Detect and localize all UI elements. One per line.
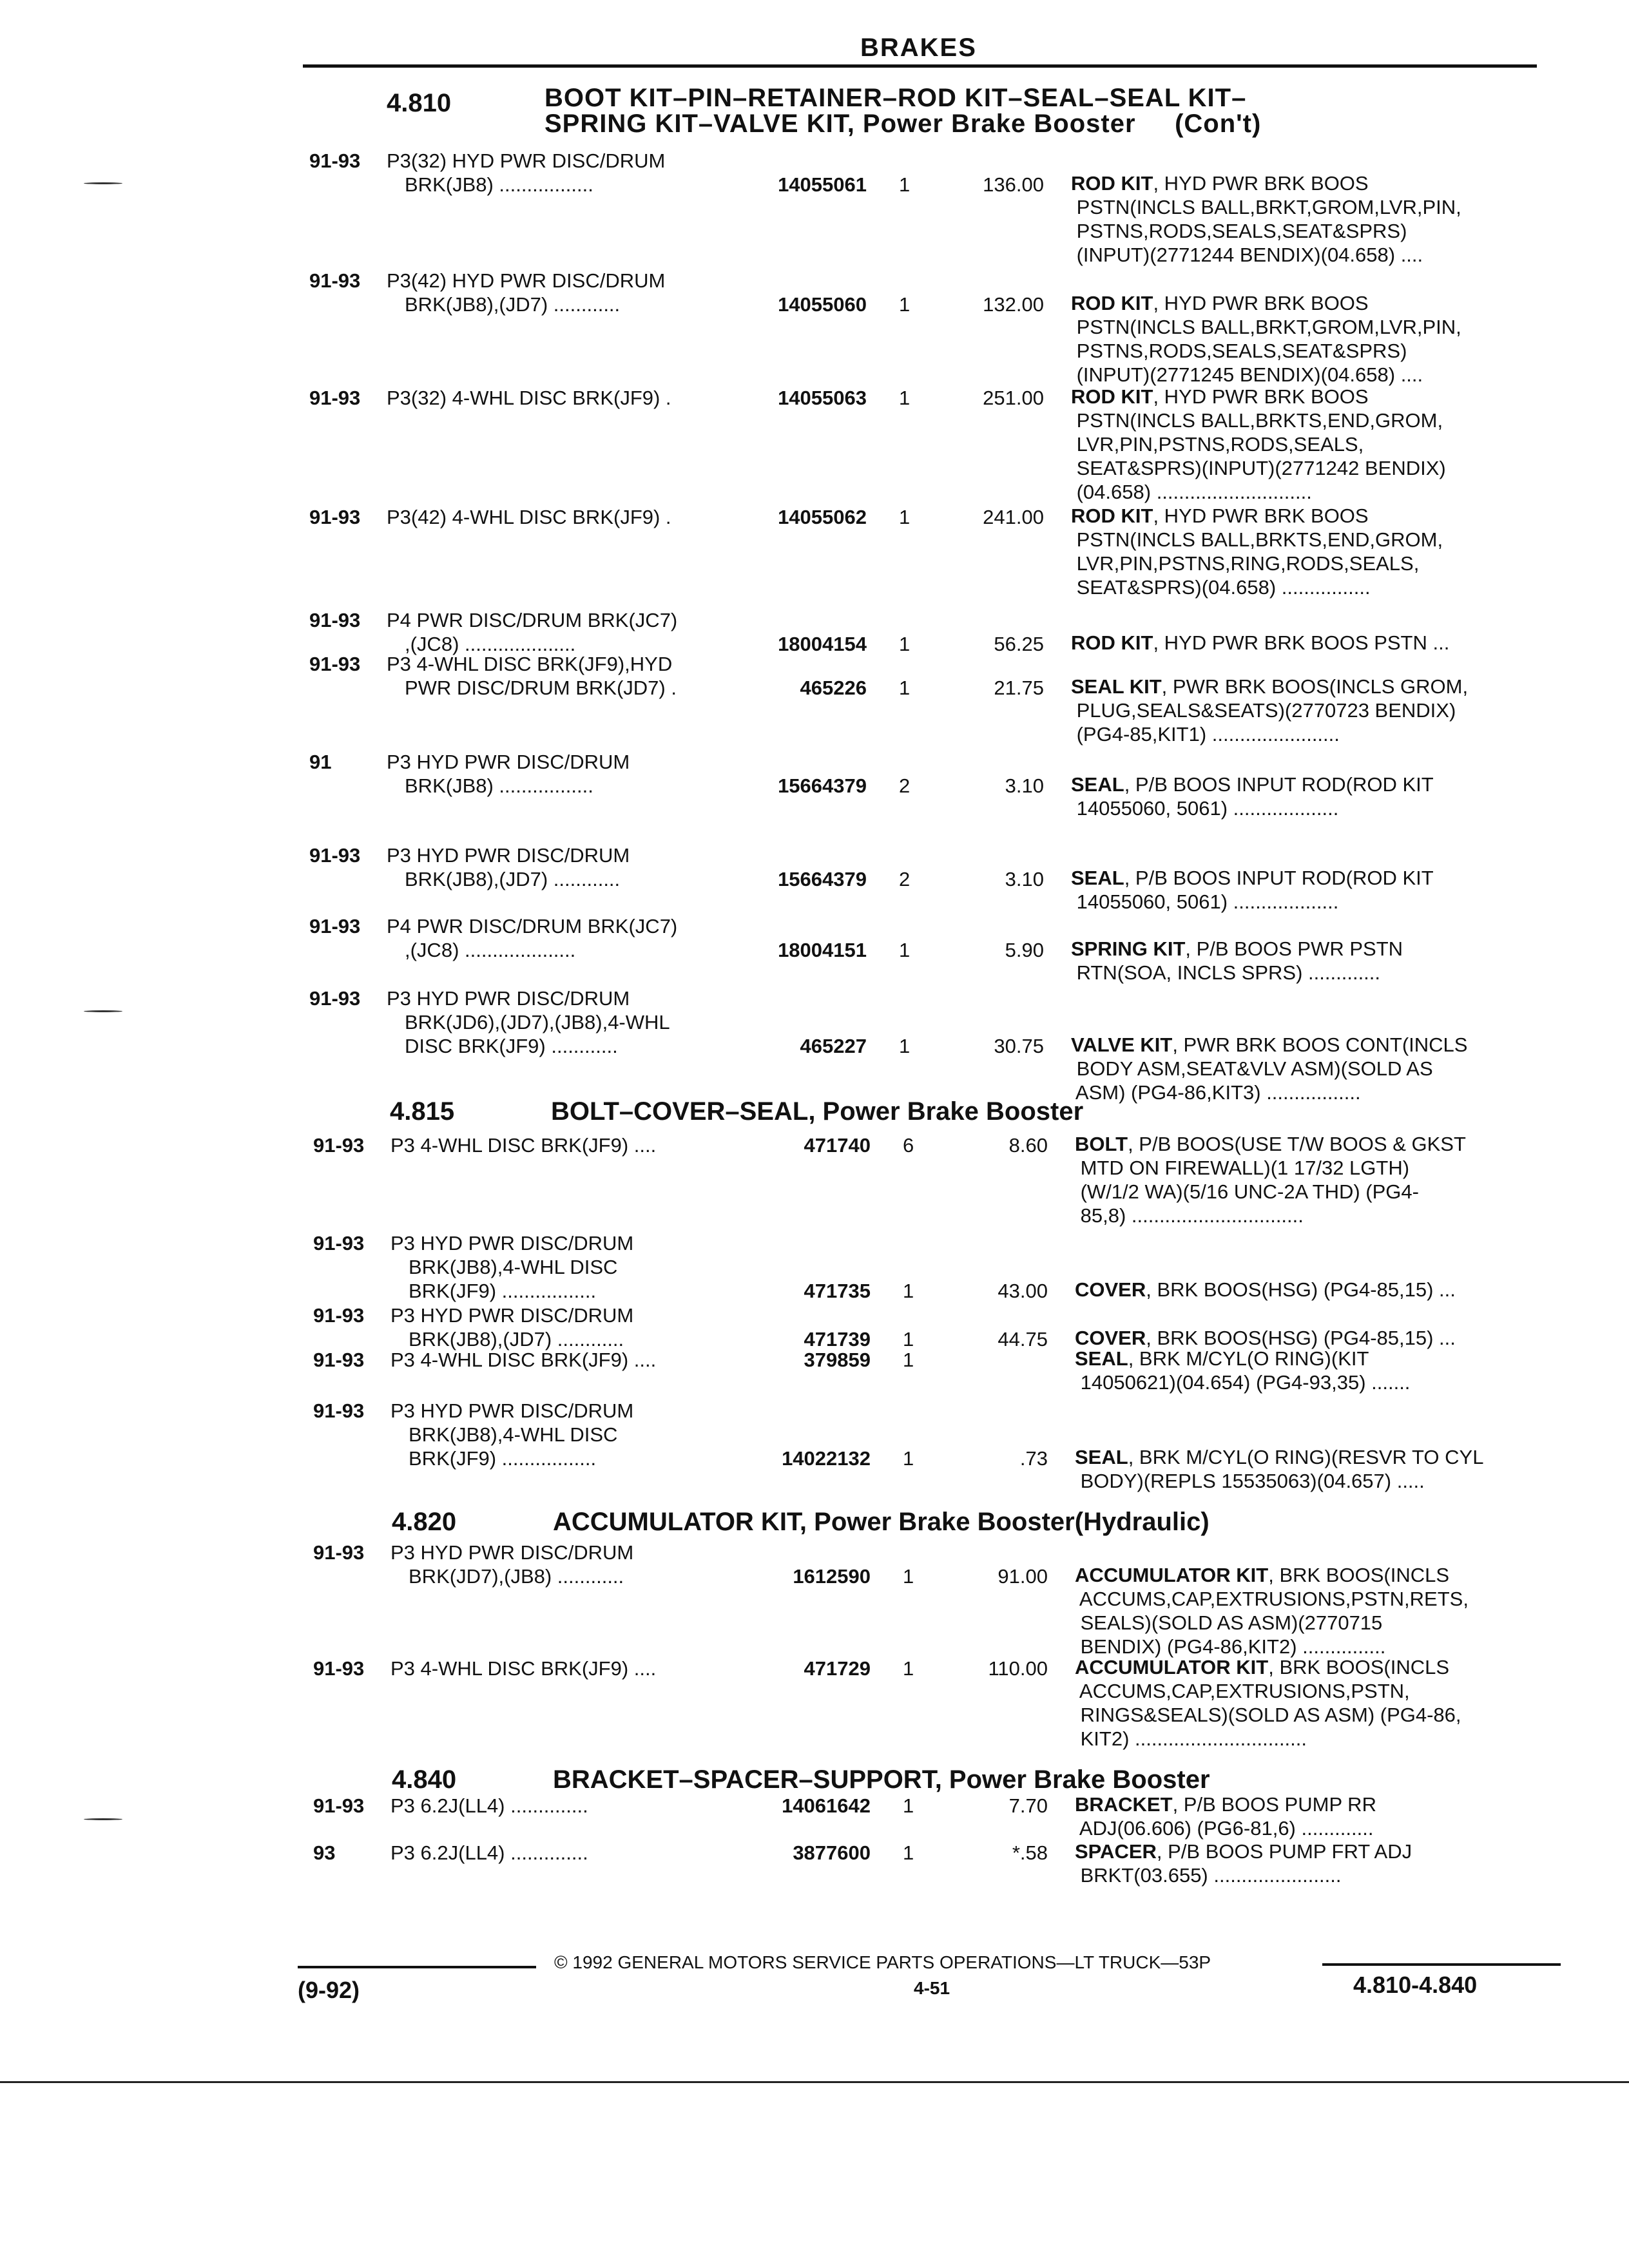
quantity: 2 <box>899 774 911 797</box>
part-detail: , BRK M/CYL(O RING)(KIT 14050621)(04.654) (PG4-93,35) ....... <box>1080 1347 1411 1394</box>
model-year: 91-93 <box>309 987 361 1010</box>
part-number: 15664379 <box>778 868 867 890</box>
price: 21.75 <box>994 677 1044 699</box>
model-year: 91-93 <box>313 1134 365 1157</box>
part-name: ROD KIT <box>1071 385 1153 408</box>
part-detail: , P/B BOOS(USE T/W BOOS & GKST MTD ON FIREWALL)(1 17/32 LGTH) (W/1/2 WA)(5/16 UNC-2A THD) (PG4- 85,8) ............................... <box>1080 1133 1466 1227</box>
part-detail: , HYD PWR BRK BOOS PSTN(INCLS BALL,BRKTS,END,GROM, LVR,PIN,PSTNS,RING,RODS,SEALS, SEAT&SPRS)(04.658) ................ <box>1076 505 1443 599</box>
section-number: 4.840 <box>392 1765 457 1794</box>
price: 251.00 <box>983 387 1044 409</box>
model-year: 91-93 <box>309 915 361 937</box>
model-year: 91-93 <box>313 1541 365 1564</box>
part-number: 14055062 <box>778 506 867 528</box>
application-line: DISC BRK(JF9) ............ <box>405 1035 618 1057</box>
part-detail: , HYD PWR BRK BOOS PSTN(INCLS BALL,BRKT,GROM,LVR,PIN, PSTNS,RODS,SEALS,SEAT&SPRS) (INPUT)(2771244 BENDIX)(04.658) .... <box>1076 172 1461 266</box>
model-year: 91-93 <box>309 844 361 867</box>
section-number: 4.810 <box>387 89 452 117</box>
price: 7.70 <box>1008 1794 1048 1817</box>
model-year: 91-93 <box>313 1304 365 1327</box>
application-line: P3 HYD PWR DISC/DRUM <box>390 1541 634 1564</box>
quantity: 1 <box>903 1565 914 1588</box>
quantity: 1 <box>899 506 911 528</box>
application-line: BRK(JD6),(JD7),(JB8),4-WHL <box>405 1011 670 1033</box>
price: 44.75 <box>998 1328 1048 1350</box>
application-line: P3(42) 4-WHL DISC BRK(JF9) . <box>387 506 671 528</box>
model-year: 91-93 <box>313 1794 365 1817</box>
model-year: 93 <box>313 1841 336 1864</box>
part-description <box>1075 1278 1456 1302</box>
application-line: P4 PWR DISC/DRUM BRK(JC7) <box>387 915 678 937</box>
bottom-rule <box>0 2081 1629 2083</box>
part-detail: , HYD PWR BRK BOOS PSTN ... <box>1153 631 1450 654</box>
quantity: 1 <box>899 939 911 961</box>
part-number: 15664379 <box>778 774 867 797</box>
application-line: P3 4-WHL DISC BRK(JF9) .... <box>390 1349 657 1371</box>
part-detail: , P/B BOOS PUMP FRT ADJ BRKT(03.655) ....................... <box>1080 1840 1412 1887</box>
application-line: PWR DISC/DRUM BRK(JD7) . <box>405 677 677 699</box>
price: 30.75 <box>994 1035 1044 1057</box>
price: 3.10 <box>1005 868 1044 890</box>
part-detail: , BRK BOOS(HSG) (PG4-85,15) ... <box>1146 1327 1456 1349</box>
application-line: P3 4-WHL DISC BRK(JF9) .... <box>390 1657 657 1680</box>
part-description <box>1075 1655 1461 1751</box>
application-line: P3 HYD PWR DISC/DRUM <box>387 751 630 773</box>
application-line: P3 4-WHL DISC BRK(JF9),HYD <box>387 653 673 675</box>
part-number: 379859 <box>804 1349 871 1371</box>
footer-copyright: © 1992 GENERAL MOTORS SERVICE PARTS OPERATIONS—LT TRUCK—53P <box>554 1952 1211 1972</box>
quantity: 1 <box>899 633 911 655</box>
price: 3.10 <box>1005 774 1044 797</box>
part-name: SEAL <box>1075 1347 1128 1370</box>
part-detail: , P/B BOOS INPUT ROD(ROD KIT 14055060, 5061) ................... <box>1076 867 1434 913</box>
application-line: BRK(JB8) ................. <box>405 774 593 797</box>
part-name: ROD KIT <box>1071 172 1153 195</box>
footer-rule-left <box>298 1966 536 1968</box>
model-year: 91-93 <box>313 1349 365 1371</box>
model-year: 91-93 <box>313 1399 365 1422</box>
part-number: 471729 <box>804 1657 871 1680</box>
section-title: ACCUMULATOR KIT, Power Brake Booster(Hydraulic) <box>553 1508 1210 1536</box>
model-year: 91-93 <box>309 269 361 292</box>
part-description <box>1071 1033 1467 1104</box>
footer-page-number: 4-51 <box>914 1978 950 1998</box>
header-rule <box>303 64 1537 68</box>
section-title: BOLT–COVER–SEAL, Power Brake Booster <box>551 1097 1084 1126</box>
part-name: ACCUMULATOR KIT <box>1075 1656 1269 1678</box>
part-detail: , BRK BOOS(INCLS ACCUMS,CAP,EXTRUSIONS,PSTN, RINGS&SEALS)(SOLD AS ASM) (PG4-86, KIT2) ............................... <box>1079 1656 1461 1750</box>
footer-rule-right <box>1322 1963 1561 1966</box>
application-line: BRK(JD7),(JB8) ............ <box>409 1565 624 1588</box>
part-description <box>1075 1347 1410 1394</box>
quantity: 1 <box>903 1349 914 1371</box>
application-line: P3 HYD PWR DISC/DRUM <box>390 1232 634 1254</box>
part-description <box>1071 937 1403 985</box>
part-name: ACCUMULATOR KIT <box>1075 1564 1269 1586</box>
part-number: 14022132 <box>782 1447 871 1470</box>
quantity: 1 <box>903 1794 914 1817</box>
application-line: BRK(JF9) ................. <box>409 1280 597 1302</box>
part-description <box>1075 1792 1376 1840</box>
application-line: ,(JC8) .................... <box>405 633 576 655</box>
price: 136.00 <box>983 173 1044 196</box>
part-description <box>1075 1563 1469 1658</box>
part-number: 471735 <box>804 1280 871 1302</box>
part-number: 14055060 <box>778 293 867 316</box>
part-description <box>1071 866 1434 914</box>
application-line: P3 HYD PWR DISC/DRUM <box>390 1399 634 1422</box>
model-year: 91-93 <box>309 609 361 631</box>
part-number: 14061642 <box>782 1794 871 1817</box>
part-description <box>1071 385 1446 504</box>
part-detail: , P/B BOOS PUMP RR ADJ(06.606) (PG6-81,6) ............. <box>1079 1793 1376 1840</box>
application-line: ,(JC8) .................... <box>405 939 576 961</box>
application-line: P3(32) 4-WHL DISC BRK(JF9) . <box>387 387 671 409</box>
page-header: BRAKES <box>860 34 977 62</box>
part-detail: , PWR BRK BOOS CONT(INCLS BODY ASM,SEAT&VLV ASM)(SOLD AS ASM) (PG4-86,KIT3) ................. <box>1075 1033 1468 1104</box>
part-number: 471740 <box>804 1134 871 1157</box>
quantity: 1 <box>903 1447 914 1470</box>
part-name: SEAL <box>1075 1446 1128 1468</box>
part-description <box>1071 675 1468 746</box>
price: 8.60 <box>1008 1134 1048 1157</box>
quantity: 1 <box>903 1657 914 1680</box>
price: 132.00 <box>983 293 1044 316</box>
model-year: 91-93 <box>313 1232 365 1254</box>
margin-mark <box>84 1010 122 1012</box>
quantity: 1 <box>903 1280 914 1302</box>
part-name: SEAL <box>1071 773 1124 796</box>
application-line: BRK(JB8),(JD7) ............ <box>405 868 621 890</box>
part-description <box>1071 504 1443 599</box>
part-name: ROD KIT <box>1071 292 1153 314</box>
part-detail: , BRK BOOS(INCLS ACCUMS,CAP,EXTRUSIONS,PSTN,RETS, SEALS)(SOLD AS ASM)(2770715 BENDIX) (PG4-86,KIT2) ............... <box>1079 1564 1469 1658</box>
application-line: P3 HYD PWR DISC/DRUM <box>390 1304 634 1327</box>
quantity: 1 <box>903 1841 914 1864</box>
part-number: 18004151 <box>778 939 867 961</box>
price: 91.00 <box>998 1565 1048 1588</box>
part-name: COVER <box>1075 1327 1146 1349</box>
price: 56.25 <box>994 633 1044 655</box>
model-year: 91 <box>309 751 332 773</box>
part-name: BOLT <box>1075 1133 1128 1155</box>
section-title-cont: SPRING KIT–VALVE KIT, Power Brake Booster (Con't) <box>545 110 1262 138</box>
part-name: SPRING KIT <box>1071 937 1186 960</box>
section-title: BRACKET–SPACER–SUPPORT, Power Brake Booster <box>553 1765 1210 1794</box>
quantity: 1 <box>899 173 911 196</box>
part-number: 465226 <box>800 677 867 699</box>
part-number: 14055061 <box>778 173 867 196</box>
part-description <box>1071 171 1461 267</box>
application-line: P3 6.2J(LL4) .............. <box>390 1794 588 1817</box>
part-detail: , P/B BOOS INPUT ROD(ROD KIT 14055060, 5061) ................... <box>1076 773 1434 820</box>
model-year: 91-93 <box>309 149 361 172</box>
price: *.58 <box>1012 1841 1048 1864</box>
model-year: 91-93 <box>309 506 361 528</box>
quantity: 1 <box>899 387 911 409</box>
part-name: ROD KIT <box>1071 631 1153 654</box>
application-line: P3 HYD PWR DISC/DRUM <box>387 844 630 867</box>
part-name: SPACER <box>1075 1840 1157 1863</box>
application-line: P3 4-WHL DISC BRK(JF9) .... <box>390 1134 657 1157</box>
margin-mark <box>84 1818 122 1820</box>
part-name: COVER <box>1075 1278 1146 1301</box>
price: 5.90 <box>1005 939 1044 961</box>
quantity: 1 <box>899 1035 911 1057</box>
application-line: BRK(JB8),4-WHL DISC <box>409 1423 618 1446</box>
part-detail: , HYD PWR BRK BOOS PSTN(INCLS BALL,BRKTS,END,GROM, LVR,PIN,PSTNS,RODS,SEALS, SEAT&SPRS)(INPUT)(2771242 BENDIX) (04.658) ............................ <box>1076 385 1446 503</box>
application-line: P3 HYD PWR DISC/DRUM <box>387 987 630 1010</box>
model-year: 91-93 <box>313 1657 365 1680</box>
quantity: 6 <box>903 1134 914 1157</box>
part-detail: , BRK M/CYL(O RING)(RESVR TO CYL BODY)(REPLS 15535063)(04.657) ..... <box>1080 1446 1484 1492</box>
section-title: BOOT KIT–PIN–RETAINER–ROD KIT–SEAL–SEAL KIT– <box>545 84 1247 112</box>
model-year: 91-93 <box>309 653 361 675</box>
section-number: 4.820 <box>392 1508 457 1536</box>
part-description <box>1071 631 1449 655</box>
price: 43.00 <box>998 1280 1048 1302</box>
quantity: 1 <box>899 293 911 316</box>
price: .73 <box>1019 1447 1048 1470</box>
part-description <box>1071 291 1461 387</box>
part-description <box>1071 773 1434 820</box>
part-description <box>1075 1840 1412 1887</box>
part-detail: , PWR BRK BOOS(INCLS GROM, PLUG,SEALS&SEATS)(2770723 BENDIX) (PG4-85,KIT1) ....................... <box>1076 675 1469 745</box>
application-line: P3(42) HYD PWR DISC/DRUM <box>387 269 666 292</box>
footer-range: 4.810-4.840 <box>1353 1972 1478 1998</box>
price: 110.00 <box>988 1657 1048 1680</box>
application-line: P4 PWR DISC/DRUM BRK(JC7) <box>387 609 678 631</box>
application-line: P3(32) HYD PWR DISC/DRUM <box>387 149 666 172</box>
footer-date: (9-92) <box>298 1977 360 2003</box>
quantity: 1 <box>903 1328 914 1350</box>
part-description <box>1075 1445 1483 1493</box>
part-name: SEAL <box>1071 867 1124 889</box>
part-number: 471739 <box>804 1328 871 1350</box>
application-line: BRK(JB8),(JD7) ............ <box>409 1328 624 1350</box>
part-number: 1612590 <box>793 1565 871 1588</box>
part-name: ROD KIT <box>1071 505 1153 527</box>
margin-mark <box>84 182 122 184</box>
part-number: 14055063 <box>778 387 867 409</box>
quantity: 2 <box>899 868 911 890</box>
part-name: SEAL KIT <box>1071 675 1162 698</box>
part-name: VALVE KIT <box>1071 1033 1173 1056</box>
part-number: 465227 <box>800 1035 867 1057</box>
section-number: 4.815 <box>390 1097 455 1126</box>
part-description <box>1075 1132 1466 1227</box>
application-line: BRK(JB8),4-WHL DISC <box>409 1256 618 1278</box>
application-line: P3 6.2J(LL4) .............. <box>390 1841 588 1864</box>
part-detail: , BRK BOOS(HSG) (PG4-85,15) ... <box>1146 1278 1456 1301</box>
quantity: 1 <box>899 677 911 699</box>
application-line: BRK(JF9) ................. <box>409 1447 597 1470</box>
model-year: 91-93 <box>309 387 361 409</box>
application-line: BRK(JB8) ................. <box>405 173 593 196</box>
part-number: 18004154 <box>778 633 867 655</box>
price: 241.00 <box>983 506 1044 528</box>
part-name: BRACKET <box>1075 1793 1173 1816</box>
part-detail: , P/B BOOS PWR PSTN RTN(SOA, INCLS SPRS) ............. <box>1076 937 1403 984</box>
application-line: BRK(JB8),(JD7) ............ <box>405 293 621 316</box>
part-number: 3877600 <box>793 1841 871 1864</box>
part-detail: , HYD PWR BRK BOOS PSTN(INCLS BALL,BRKT,GROM,LVR,PIN, PSTNS,RODS,SEALS,SEAT&SPRS) (INPUT)(2771245 BENDIX)(04.658) .... <box>1076 292 1461 386</box>
